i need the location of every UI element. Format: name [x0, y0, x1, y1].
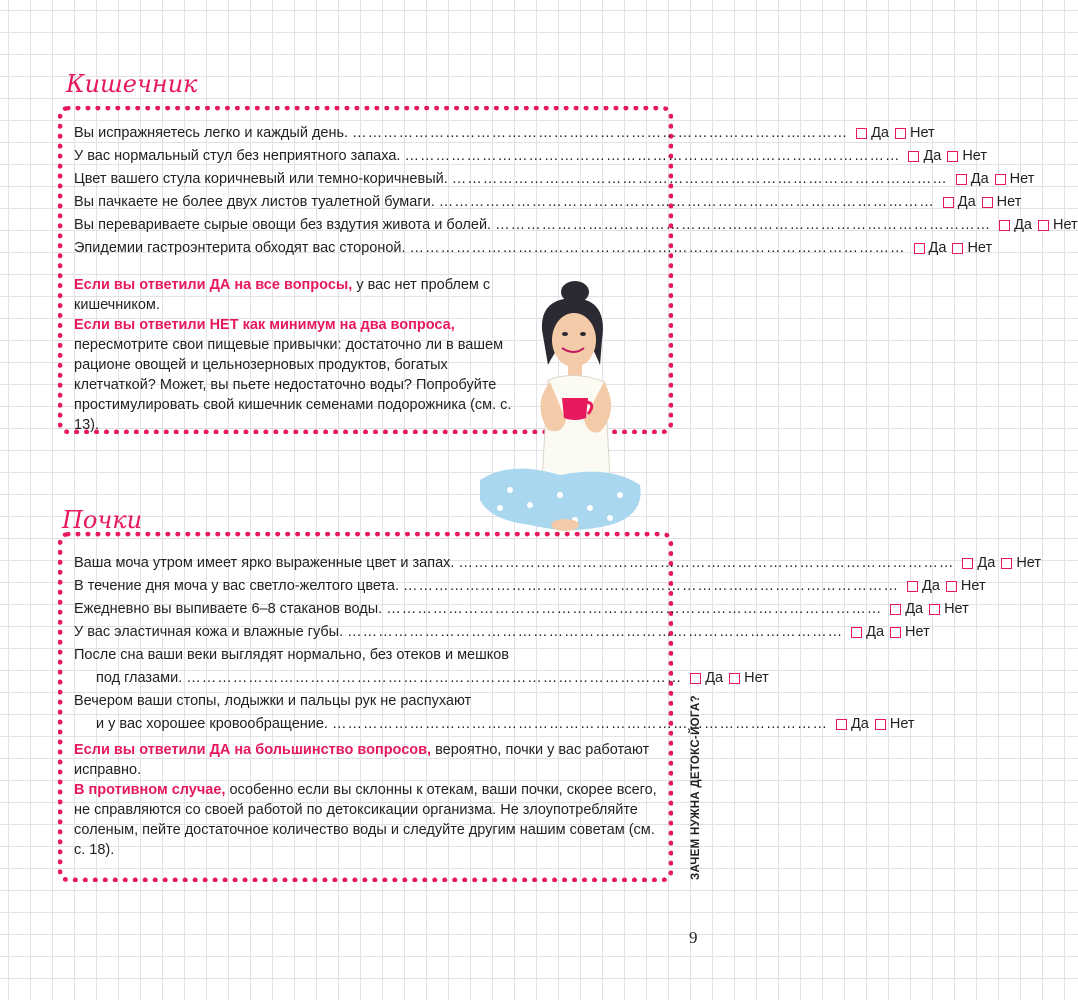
question-text-continued: под глазами.	[96, 670, 183, 686]
leader-dots: ……………………………………………………………………………………	[403, 578, 900, 594]
questions-intestine	[74, 122, 1078, 260]
question-text: После сна ваши веки выглядят нормально, без отеков и мешков	[74, 647, 510, 663]
no-checkbox[interactable]	[929, 604, 940, 615]
leader-dots: ……………………………………………………………………………………	[495, 217, 992, 233]
leader-dots: ……………………………………………………………………………………	[438, 194, 935, 210]
question-text: У вас эластичная кожа и влажные губы.	[74, 624, 344, 640]
yes-checkbox[interactable]	[890, 604, 901, 615]
no-label: Нет	[1016, 555, 1042, 571]
question-text: Вы пачкаете не более двух листов туалетной бумаги.	[74, 194, 435, 210]
no-label: Нет	[967, 240, 993, 256]
question-text: Вечером ваши стопы, лодыжки и пальцы рук не распухают	[74, 693, 472, 709]
leader-dots: ……………………………………………………………………………………	[409, 240, 906, 256]
no-checkbox[interactable]	[895, 128, 906, 139]
yes-label: Да	[977, 555, 996, 571]
result-yes-text: у вас нет проблем с кишечником.	[74, 277, 491, 313]
no-checkbox[interactable]	[1001, 558, 1012, 569]
yes-label: Да	[957, 194, 976, 210]
question-row	[74, 552, 1042, 575]
result-no-heading: Если вы ответили НЕТ как минимум на два вопроса,	[74, 317, 455, 333]
question-text: Ежедневно вы выпиваете 6–8 стаканов воды.	[74, 601, 383, 617]
no-checkbox[interactable]	[946, 581, 957, 592]
no-label: Нет	[1009, 171, 1035, 187]
no-checkbox[interactable]	[1038, 220, 1049, 231]
question-text: Цвет вашего стула коричневый или темно-коричневый.	[74, 171, 448, 187]
no-label: Нет	[944, 601, 969, 617]
yes-label: Да	[871, 125, 889, 141]
no-label: Нет	[960, 578, 986, 594]
yes-label: Да	[905, 601, 924, 617]
no-label: Нет	[889, 716, 915, 732]
chapter-title-vertical: ЗАЧЕМ НУЖНА ДЕТОКС-ЙОГА?	[690, 695, 702, 880]
result-text-intestine	[74, 275, 514, 435]
no-label: Нет	[962, 148, 988, 164]
yes-label: Да	[850, 716, 869, 732]
no-label: Нет	[996, 194, 1022, 210]
yes-checkbox[interactable]	[690, 673, 701, 684]
yes-label: Да	[923, 148, 942, 164]
no-checkbox[interactable]	[982, 197, 993, 208]
question-row	[74, 122, 935, 145]
question-row	[74, 168, 1035, 191]
yes-checkbox[interactable]	[907, 581, 918, 592]
yes-label: Да	[705, 670, 724, 686]
questions-kidneys	[74, 552, 1042, 736]
no-checkbox[interactable]	[947, 151, 958, 162]
no-checkbox[interactable]	[875, 719, 886, 730]
yes-checkbox[interactable]	[908, 151, 919, 162]
yes-checkbox[interactable]	[836, 719, 847, 730]
question-text: Вы испражняетесь легко и каждый день.	[74, 125, 349, 141]
page-number: 9	[689, 928, 698, 947]
no-checkbox[interactable]	[952, 243, 963, 254]
section-title-kidneys: Почки	[62, 506, 143, 534]
result-text-kidneys	[74, 740, 664, 860]
yes-label: Да	[922, 578, 940, 594]
question-row	[74, 621, 930, 644]
result-no-text: особенно если вы склонны к отекам, ваши почки, скорее всего, не справляются со своей работой по детоксикации организма. Не злоупотребляйте соленым, пейте достаточное количество воды и следуйте другим нашим советам (см. с. 18).	[74, 782, 657, 858]
result-yes-heading: Если вы ответили ДА на большинство вопросов,	[74, 742, 432, 758]
question-text: Вы переваривaете сырые овощи без вздутия живота и болей.	[74, 217, 492, 233]
question-text: У вас нормальный стул без неприятного запаха.	[74, 148, 401, 164]
question-text: В течение дня моча у вас светло-желтого цвета.	[74, 578, 400, 594]
leader-dots: ……………………………………………………………………………………	[186, 670, 683, 686]
question-row	[74, 191, 1022, 214]
question-row	[74, 214, 1078, 237]
question-text: Эпидемии гастроэнтерита обходят вас стороной.	[74, 240, 406, 256]
result-no-heading: В противном случае,	[74, 782, 226, 798]
yes-checkbox[interactable]	[962, 558, 973, 569]
yes-checkbox[interactable]	[851, 627, 862, 638]
woman-with-cup-illustration	[470, 270, 650, 550]
yes-label: Да	[970, 171, 989, 187]
result-no-text: пересмотрите свои пищевые привычки: достаточно ли в вашем рационе овощей и цельнозерновых продуктов, богатых клетчаткой? Может, вы пьете недостаточно воды? Попробуйте простимулировать свой кишечник семенами подорожника (см. с. 13).	[74, 337, 512, 433]
question-text-continued: и у вас хорошее кровообращение.	[96, 716, 328, 732]
yes-checkbox[interactable]	[943, 197, 954, 208]
yes-checkbox[interactable]	[999, 220, 1010, 231]
yes-label: Да	[928, 240, 947, 256]
yes-checkbox[interactable]	[956, 174, 967, 185]
leader-dots: ……………………………………………………………………………………	[404, 148, 901, 164]
leader-dots: ……………………………………………………………………………………	[331, 716, 828, 732]
question-row	[74, 575, 986, 598]
leader-dots: ……………………………………………………………………………………	[386, 601, 883, 617]
question-text: Ваша моча утром имеет ярко выраженные цвет и запах.	[74, 555, 455, 571]
leader-dots: ……………………………………………………………………………………	[347, 624, 844, 640]
section-title-intestine: Кишечник	[66, 70, 198, 98]
no-checkbox[interactable]	[995, 174, 1006, 185]
question-row	[74, 237, 993, 260]
leader-dots: ……………………………………………………………………………………	[352, 125, 849, 141]
question-row	[74, 644, 769, 690]
question-row	[74, 690, 915, 736]
no-label: Нет	[744, 670, 769, 686]
no-checkbox[interactable]	[729, 673, 740, 684]
leader-dots: ……………………………………………………………………………………	[451, 171, 948, 187]
no-label: Нет	[1052, 217, 1078, 233]
no-label: Нет	[905, 624, 930, 640]
no-checkbox[interactable]	[890, 627, 901, 638]
question-row	[74, 598, 969, 621]
result-yes-text: вероятно, почки у вас работают исправно.	[74, 742, 650, 778]
result-yes-heading: Если вы ответили ДА на все вопросы,	[74, 277, 353, 293]
yes-label: Да	[1014, 217, 1032, 233]
leader-dots: ……………………………………………………………………………………	[458, 555, 955, 571]
yes-checkbox[interactable]	[914, 243, 925, 254]
no-label: Нет	[909, 125, 935, 141]
question-row	[74, 145, 988, 168]
yes-checkbox[interactable]	[856, 128, 867, 139]
yes-label: Да	[866, 624, 885, 640]
